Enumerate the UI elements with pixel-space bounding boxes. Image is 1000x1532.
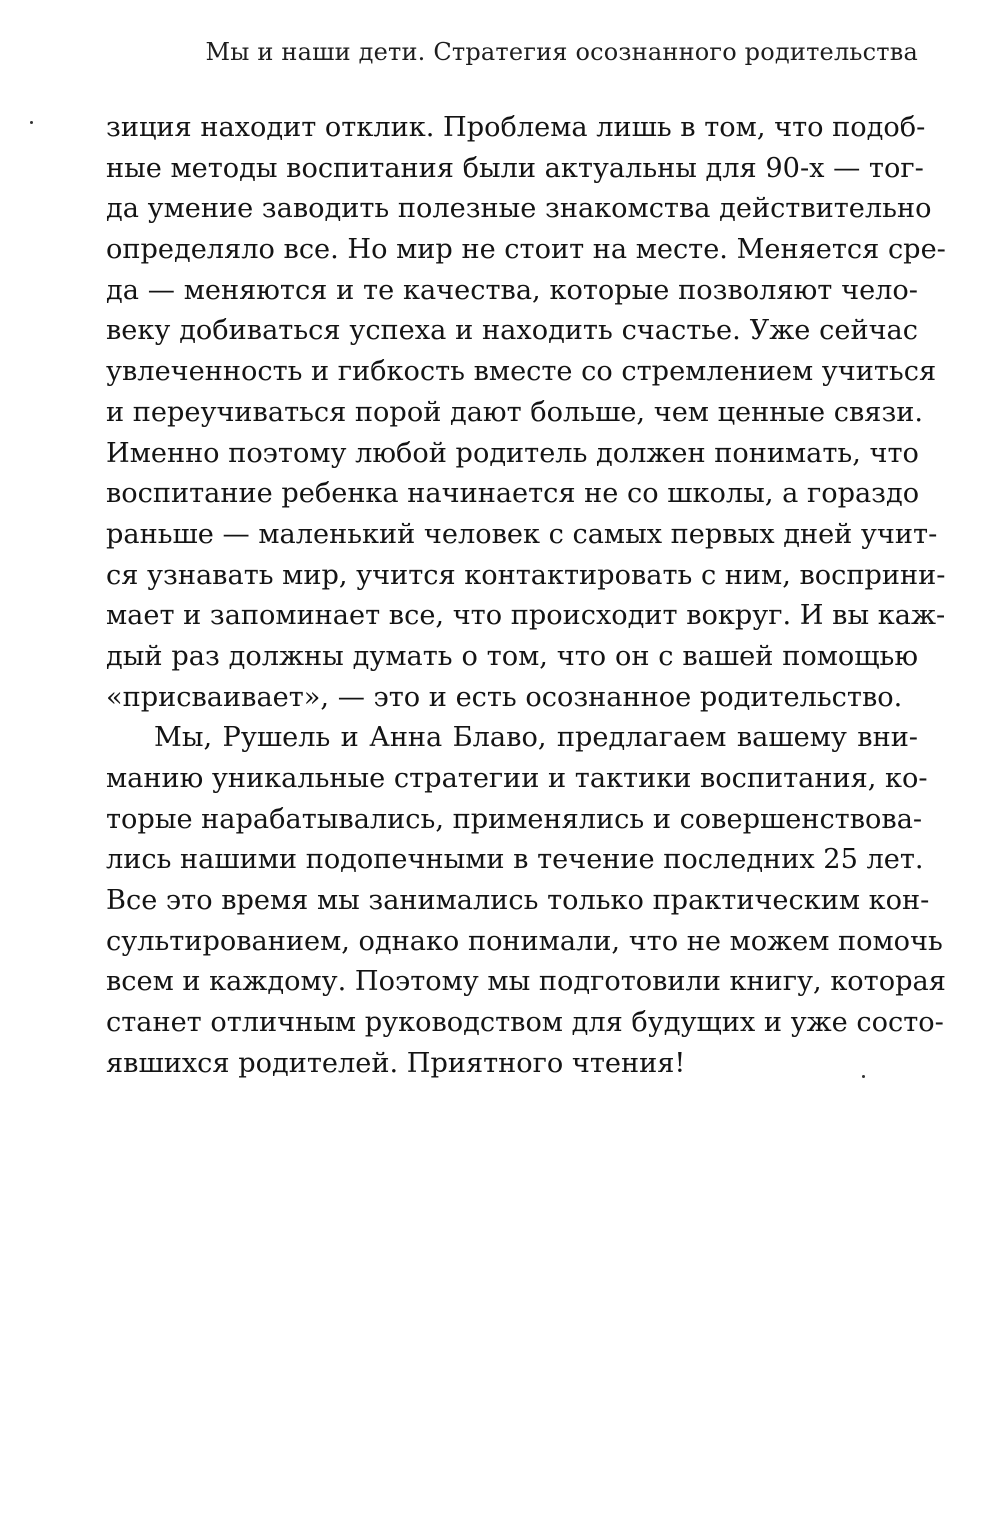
text-line: и переучиваться порой дают больше, чем ценные связи. <box>106 396 924 428</box>
text-line: Именно поэтому любой родитель должен понимать, что <box>106 437 919 469</box>
text-line: ся узнавать мир, учится контактировать с ним, восприни- <box>106 559 946 591</box>
text-line: станет отличным руководством для будущих и уже состо- <box>106 1007 944 1039</box>
scan-speck <box>30 121 33 124</box>
text-line: лись нашими подопечными в течение последних 25 лет. <box>106 844 924 876</box>
paragraph-1 <box>106 108 946 718</box>
text-line: увлеченность и гибкость вместе со стремлением учиться <box>106 356 937 388</box>
text-line: всем и каждому. Поэтому мы подготовили книгу, которая <box>106 966 946 998</box>
text-line: сультированием, однако понимали, что не можем помочь <box>106 925 943 957</box>
running-header: Мы и наши дети. Стратегия осознанного родительства <box>205 38 918 66</box>
text-line: торые нарабатывались, применялись и совершенствова- <box>106 803 923 835</box>
text-line: да умение заводить полезные знакомства действительно <box>106 193 932 225</box>
paragraph-2 <box>106 718 946 1084</box>
text-line: определяло все. Но мир не стоит на месте. Меняется сре- <box>106 234 946 266</box>
text-line: зиция находит отклик. Проблема лишь в том, что подоб- <box>106 112 926 143</box>
text-line: манию уникальные стратегии и тактики воспитания, ко- <box>106 763 928 794</box>
text-line: да — меняются и те качества, которые позволяют чело- <box>106 274 918 306</box>
text-line: Мы, Рушель и Анна Блаво, предлагаем вашему вни- <box>154 722 918 754</box>
text-line: «присваивает», — это и есть осознанное родительство. <box>106 681 903 713</box>
text-line: раньше — маленький человек с самых первых дней учит- <box>106 518 938 550</box>
page-body-text <box>106 108 946 1085</box>
text-line: Все это время мы занимались только практическим кон- <box>106 885 930 917</box>
text-line: ные методы воспитания были актуальны для 90-х — тог- <box>106 152 924 184</box>
text-line: дый раз должны думать о том, что он с вашей помощью <box>106 640 918 672</box>
text-line: мает и запоминает все, что происходит вокруг. И вы каж- <box>106 600 946 632</box>
text-line: воспитание ребенка начинается не со школы, а гораздо <box>106 478 920 510</box>
scan-speck <box>862 1075 865 1078</box>
text-line: веку добиваться успеха и находить счастье. Уже сейчас <box>106 315 918 347</box>
text-line: явшихся родителей. Приятного чтения! <box>106 1047 686 1079</box>
